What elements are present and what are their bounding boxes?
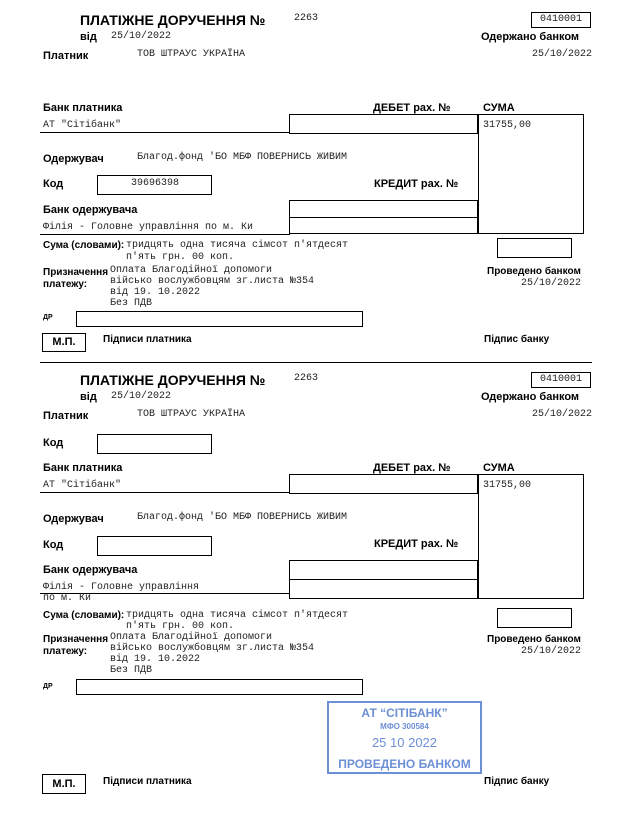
date-label: від xyxy=(80,391,97,403)
form-code: 0410001 xyxy=(539,374,582,385)
sum-words-line-1: тридцять одна тисяча сімсот п'ятдесят xyxy=(126,610,349,621)
recipient-bank-label: Банк одержувача xyxy=(43,204,138,216)
mp-label: М.П. xyxy=(52,778,76,790)
payer-bank-label: Банк платника xyxy=(43,102,123,114)
payer-bank-label: Банк платника xyxy=(43,462,123,474)
credit-divider xyxy=(289,579,478,580)
received-date: 25/10/2022 xyxy=(532,409,593,420)
recipient-bank-line-1: Філія - Головне управління xyxy=(43,582,200,593)
purpose-label-2: платежу: xyxy=(43,646,88,657)
bank-signature-label: Підпис банку xyxy=(484,334,550,345)
stamp-mfo: МФО 300584 xyxy=(380,722,429,731)
dr-box xyxy=(76,679,363,695)
payer-bank-name: АТ "Сітібанк" xyxy=(43,120,122,131)
recipient-label: Одержувач xyxy=(43,153,104,165)
code-label-2: Код xyxy=(43,539,64,551)
processed-label: Проведено банком xyxy=(487,634,581,645)
bank-signature-label: Підпис банку xyxy=(484,776,550,787)
form-code-box xyxy=(531,12,591,28)
payer-label: Платник xyxy=(43,410,89,422)
processed-date: 25/10/2022 xyxy=(521,278,582,289)
debit-label: ДЕБЕТ рах. № xyxy=(373,462,451,474)
code-label: Код xyxy=(43,437,64,449)
received-label: Одержано банком xyxy=(481,31,580,43)
payer-signatures-label: Підписи платника xyxy=(103,334,192,345)
recipient-bank-underline xyxy=(40,234,290,235)
payer-bank-underline xyxy=(40,132,290,133)
mp-box xyxy=(42,333,86,352)
purpose-line-1: Оплата Благодійної допомоги xyxy=(110,632,273,643)
copies-separator xyxy=(40,362,592,363)
purpose-line-3: від 19. 10.2022 xyxy=(110,287,201,298)
purpose-line-4: Без ПДВ xyxy=(110,665,153,676)
received-label: Одержано банком xyxy=(481,391,580,403)
debit-label: ДЕБЕТ рах. № xyxy=(373,102,451,114)
sum-box xyxy=(478,114,584,234)
sum-words-line-1: тридцять одна тисяча сімсот п'ятдесят xyxy=(126,240,349,251)
sum-label: СУМА xyxy=(483,462,515,474)
processed-label: Проведено банком xyxy=(487,266,581,277)
bank-stamp xyxy=(327,701,482,774)
amount: 31755,00 xyxy=(483,120,532,131)
sum-box xyxy=(478,474,584,599)
recipient-code: 39696398 xyxy=(131,178,180,189)
stamp-bank-name: АТ “СІТІБАНК” xyxy=(361,706,448,720)
stamp-status: ПРОВЕДЕНО БАНКОМ xyxy=(338,757,471,771)
purpose-label-2: платежу: xyxy=(43,279,88,290)
recipient-bank-name: Філія - Головне управління по м. Ки xyxy=(43,222,254,233)
doc-number: 2263 xyxy=(294,13,319,24)
payer-name: ТОВ ШТРАУС УКРАЇНА xyxy=(137,409,246,420)
dr-box xyxy=(76,311,363,327)
purpose-line-1: Оплата Благодійної допомоги xyxy=(110,265,273,276)
recipient-code-box xyxy=(97,536,212,556)
code-label: Код xyxy=(43,178,64,190)
payer-signatures-label: Підписи платника xyxy=(103,776,192,787)
sum-words-label: Сума (словами): xyxy=(43,240,125,251)
payer-label: Платник xyxy=(43,50,89,62)
credit-divider xyxy=(289,217,478,218)
recipient-label: Одержувач xyxy=(43,513,104,525)
debit-account-box xyxy=(289,114,478,134)
purpose-label-1: Призначення xyxy=(43,267,109,278)
recipient-bank-line-2: по м. Ки xyxy=(43,593,92,604)
doc-number: 2263 xyxy=(294,373,319,384)
mp-label: М.П. xyxy=(52,336,76,348)
dr-label: ДР xyxy=(43,314,53,321)
payer-code-box xyxy=(97,434,212,454)
sum-words-label: Сума (словами): xyxy=(43,610,125,621)
payer-bank-underline xyxy=(40,492,290,493)
purpose-line-3: від 19. 10.2022 xyxy=(110,654,201,665)
purpose-label-1: Призначення xyxy=(43,634,109,645)
sum-label: СУМА xyxy=(483,102,515,114)
dr-label: ДР xyxy=(43,683,53,690)
processed-box xyxy=(497,238,572,258)
recipient-name: Благод.фонд 'БО МБФ ПОВЕРНИСЬ ЖИВИМ xyxy=(137,512,348,523)
recipient-name: Благод.фонд 'БО МБФ ПОВЕРНИСЬ ЖИВИМ xyxy=(137,152,348,163)
recipient-bank-label: Банк одержувача xyxy=(43,564,138,576)
doc-date: 25/10/2022 xyxy=(111,391,172,402)
sum-words-line-2: п'ять грн. 00 коп. xyxy=(126,252,235,263)
amount: 31755,00 xyxy=(483,480,532,491)
payer-name: ТОВ ШТРАУС УКРАЇНА xyxy=(137,49,246,60)
credit-label: КРЕДИТ рах. № xyxy=(374,538,459,550)
processed-date: 25/10/2022 xyxy=(521,646,582,657)
doc-date: 25/10/2022 xyxy=(111,31,172,42)
mp-box xyxy=(42,774,86,794)
purpose-line-2: військо вослужбовцям зг.листа №354 xyxy=(110,643,315,654)
sum-words-line-2: п'ять грн. 00 коп. xyxy=(126,621,235,632)
date-label: від xyxy=(80,31,97,43)
received-date: 25/10/2022 xyxy=(532,49,593,60)
doc-title: ПЛАТІЖНЕ ДОРУЧЕННЯ № xyxy=(80,12,266,28)
credit-label: КРЕДИТ рах. № xyxy=(374,178,459,190)
debit-account-box xyxy=(289,474,478,494)
processed-box xyxy=(497,608,572,628)
form-code-box xyxy=(531,372,591,388)
purpose-line-4: Без ПДВ xyxy=(110,298,153,309)
payer-bank-name: АТ "Сітібанк" xyxy=(43,480,122,491)
doc-title: ПЛАТІЖНЕ ДОРУЧЕННЯ № xyxy=(80,372,266,388)
stamp-date: 25 10 2022 xyxy=(371,735,438,750)
purpose-line-2: військо вослужбовцям зг.листа №354 xyxy=(110,276,315,287)
form-code: 0410001 xyxy=(539,14,582,25)
